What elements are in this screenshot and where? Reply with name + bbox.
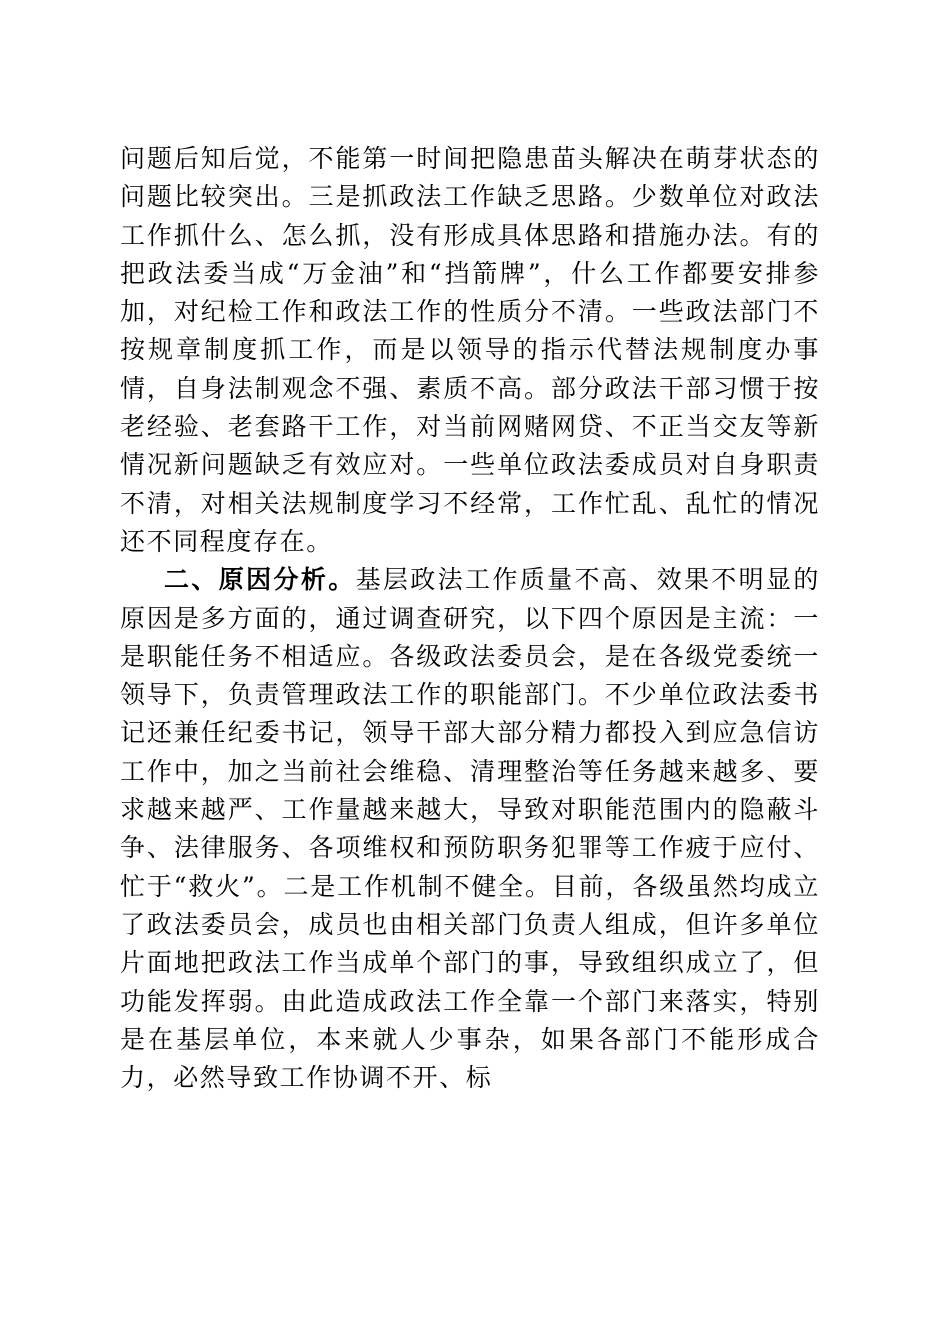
section-heading: 二、原因分析。 bbox=[164, 565, 356, 595]
paragraph-text: 问题后知后觉，不能第一时间把隐患苗头解决在萌芽状态的问题比较突出。三是抓政法工作缺乏思路。少数单位对政法工作抓什么、怎么抓，没有形成具体思路和措施办法。有的把政法委当成“万金油”和“挡箭牌”，什么工作都要安排参加，对纪检工作和政法工作的性质分不清。一些政法部门不按规章制度抓工作，而是以领导的指示代替法规制度办事情，自身法制观念不强、素质不高。部分政法干部习惯于按老经验、老套路干工作，对当前网赌网贷、不正当交友等新情况新问题缺乏有效应对。一些单位政法委成员对自身职责不清，对相关法规制度学习不经常，工作忙乱、乱忙的情况还不同程度存在。 bbox=[120, 144, 820, 556]
paragraph-text: 基层政法工作质量不高、效果不明显的原因是多方面的，通过调查研究，以下四个原因是主流：一是职能任务不相适应。各级政法委员会，是在各级党委统一领导下，负责管理政法工作的职能部门。不少单位政法委书记还兼任纪委书记，领导干部大部分精力都投入到应急信访工作中，加之当前社会维稳、清理整治等任务越来越多、要求越来越严、工作量越来越大，导致对职能范围内的隐蔽斗争、法律服务、各项维权和预防职务犯罪等工作疲于应付、忙于“救火”。二是工作机制不健全。目前，各级虽然均成立了政法委员会，成员也由相关部门负责人组成，但许多单位片面地把政法工作当成单个部门的事，导致组织成立了，但功能发挥弱。由此造成政法工作全靠一个部门来落实，特别是在基层单位，本来就人少事杂，如果各部门不能形成合力，必然导致工作协调不开、标 bbox=[120, 565, 821, 1093]
paragraph-continuation bbox=[120, 140, 820, 561]
paragraph-cause-analysis bbox=[120, 561, 820, 1097]
body-text bbox=[120, 140, 820, 1097]
